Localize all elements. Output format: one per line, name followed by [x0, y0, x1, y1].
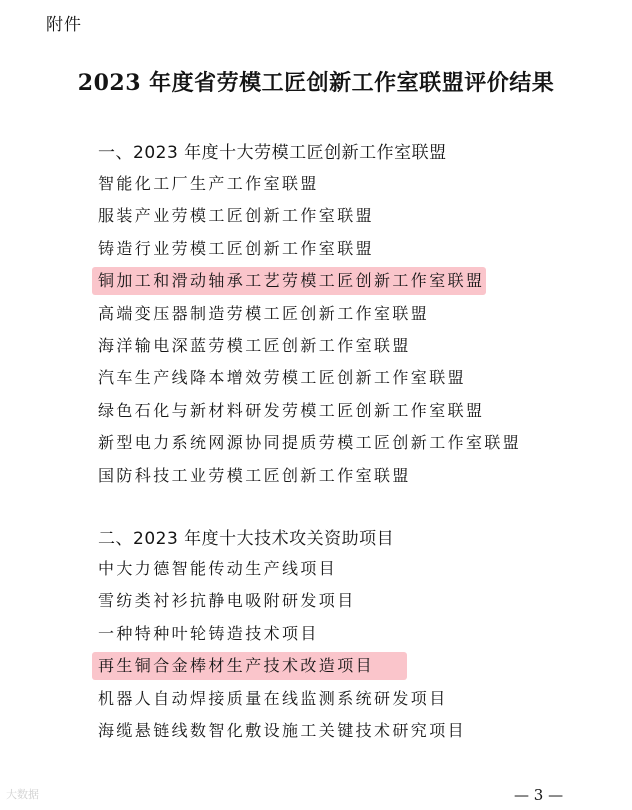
list-item: 服装产业劳模工匠创新工作室联盟 [98, 206, 375, 226]
list-item: 国防科技工业劳模工匠创新工作室联盟 [98, 465, 411, 485]
list-item: 一种特种叶轮铸造技术项目 [98, 623, 319, 643]
section-1-list [98, 168, 521, 492]
list-item: 铸造行业劳模工匠创新工作室联盟 [98, 238, 375, 258]
list-item: 雪纺类衬衫抗静电吸附研发项目 [98, 591, 356, 611]
document-title: 2023 年度省劳模工匠创新工作室联盟评价结果 [77, 70, 555, 96]
attachment-label: 附件 [46, 15, 82, 35]
page-number: — 3 — [514, 786, 564, 804]
section-2-heading: 二、2023 年度十大技术攻关资助项目 [98, 529, 395, 549]
list-item: 汽车生产线降本增效劳模工匠创新工作室联盟 [98, 368, 467, 388]
list-item: 海缆悬链线数智化敷设施工关键技术研究项目 [98, 720, 467, 740]
list-item: 海洋输电深蓝劳模工匠创新工作室联盟 [98, 335, 411, 355]
list-item: 高端变压器制造劳模工匠创新工作室联盟 [98, 303, 430, 323]
list-item-highlighted: 再生铜合金棒材生产技术改造项目 [98, 650, 466, 682]
section-2-list [98, 553, 466, 747]
list-item: 绿色石化与新材料研发劳模工匠创新工作室联盟 [98, 400, 485, 420]
section-1-heading: 一、2023 年度十大劳模工匠创新工作室联盟 [98, 143, 447, 163]
watermark: 大数据 [6, 788, 39, 801]
list-item: 新型电力系统网源协同提质劳模工匠创新工作室联盟 [98, 433, 522, 453]
list-item: 中大力德智能传动生产线项目 [98, 559, 338, 578]
list-item-highlighted: 铜加工和滑动轴承工艺劳模工匠创新工作室联盟 [98, 265, 521, 297]
list-item: 机器人自动焊接质量在线监测系统研发项目 [98, 688, 448, 708]
list-item: 智能化工厂生产工作室联盟 [98, 174, 319, 193]
